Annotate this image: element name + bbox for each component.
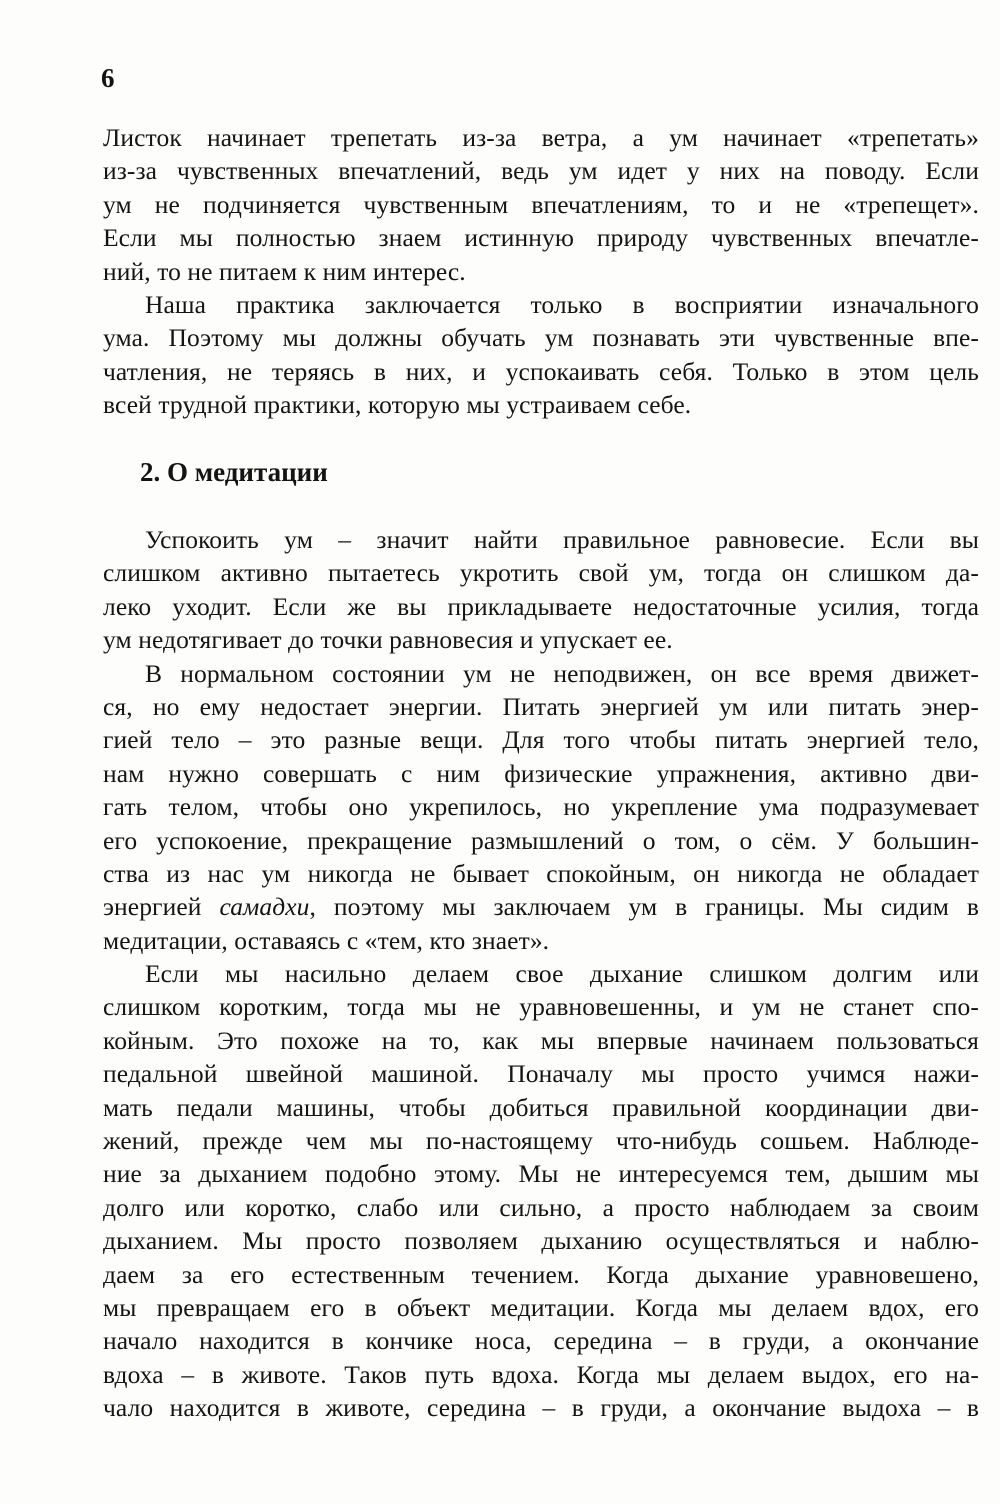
text-line: педальной швейной машиной. Поначалу мы просто учимся нажи- xyxy=(103,1059,979,1089)
text-line: начало находится в кончике носа, середина – в груди, а окончание xyxy=(103,1326,979,1356)
text-line: его успокоение, прекращение размышлений о том, о сём. У большин- xyxy=(103,825,979,855)
text-line: ума. Поэтому мы должны обучать ум познавать эти чувственные впе- xyxy=(103,323,979,353)
text-line: гать телом, чтобы оно укрепилось, но укрепление ума подразумевает xyxy=(103,792,979,822)
text-line: ние за дыханием подобно этому. Мы не интересуемся тем, дышим мы xyxy=(103,1159,979,1189)
text-segment: энергией xyxy=(103,892,220,922)
text-line: даем за его естественным течением. Когда дыхание уравновешено, xyxy=(103,1259,979,1289)
text-line-with-italic xyxy=(103,890,979,923)
text-line: всей трудной практики, которую мы устраиваем себе. xyxy=(103,390,692,420)
text-line: ся, но ему недостает энергии. Питать энергией ум или питать энер- xyxy=(103,691,979,721)
section-heading: 2. О медитации xyxy=(140,457,328,487)
text-line: ум недотягивает до точки равновесия и упускает ее. xyxy=(103,625,673,655)
text-line: гией тело – это разные вещи. Для того чтобы питать энергией тело, xyxy=(103,725,979,755)
text-line: В нормальном состоянии ум не неподвижен, он все время движет- xyxy=(145,658,979,688)
text-line: слишком активно пытаетесь укротить свой ум, тогда он слишком да- xyxy=(103,558,979,588)
text-line: Наша практика заключается только в восприятии изначального xyxy=(145,289,979,319)
text-line: ний, то не питаем к ним интерес. xyxy=(103,256,466,286)
text-line: койным. Это похоже на то, как мы впервые начинаем пользоваться xyxy=(103,1025,979,1055)
text-line: медитации, оставаясь с «тем, кто знает». xyxy=(103,925,550,955)
text-line: нам нужно совершать с ним физические упражнения, активно дви- xyxy=(103,758,979,788)
text-line: ства из нас ум никогда не бывает спокойным, он никогда не обладает xyxy=(103,858,979,888)
text-line: Если мы полностью знаем истинную природу чувственных впечатле- xyxy=(103,223,979,253)
text-line: Листок начинает трепетать из-за ветра, а ум начинает «трепетать» xyxy=(103,123,979,152)
section-text xyxy=(103,523,979,1425)
text-line: мы превращаем его в объект медитации. Когда мы делаем вдох, его xyxy=(103,1292,979,1322)
text-line: чало находится в животе, середина – в груди, а окончание выдоха – в xyxy=(103,1393,979,1423)
text-line: ум не подчиняется чувственным впечатлениям, то и не «трепещет». xyxy=(103,189,979,219)
page-number: 6 xyxy=(101,63,115,93)
intro-text xyxy=(103,121,979,422)
text-segment: , поэтому мы заключаем ум в границы. Мы сидим в xyxy=(309,892,979,922)
text-line: мать педали машины, чтобы добиться правильной координации дви- xyxy=(103,1092,979,1122)
text-line: Успокоить ум – значит найти правильное равновесие. Если вы xyxy=(145,525,979,554)
text-line: дыханием. Мы просто позволяем дыханию осуществляться и наблю- xyxy=(103,1226,979,1256)
text-line: из-за чувственных впечатлений, ведь ум идет у них на поводу. Если xyxy=(103,156,979,186)
text-line: Если мы насильно делаем свое дыхание слишком долгим или xyxy=(145,959,979,989)
text-line: леко уходит. Если же вы прикладываете недостаточные усилия, тогда xyxy=(103,591,979,621)
text-line: вдоха – в животе. Таков путь вдоха. Когда мы делаем выдох, его на- xyxy=(103,1359,979,1389)
italic-term: самадхи xyxy=(219,892,310,922)
text-line: слишком коротким, тогда мы не уравновешенны, и ум не станет спо- xyxy=(103,992,979,1022)
text-line: жений, прежде чем мы по-настоящему что-нибудь сошьем. Наблюде- xyxy=(103,1126,979,1156)
text-line: чатления, не теряясь в них, и успокаивать себя. Только в этом цель xyxy=(103,356,979,386)
text-line: долго или коротко, слабо или сильно, а просто наблюдаем за своим xyxy=(103,1192,979,1222)
